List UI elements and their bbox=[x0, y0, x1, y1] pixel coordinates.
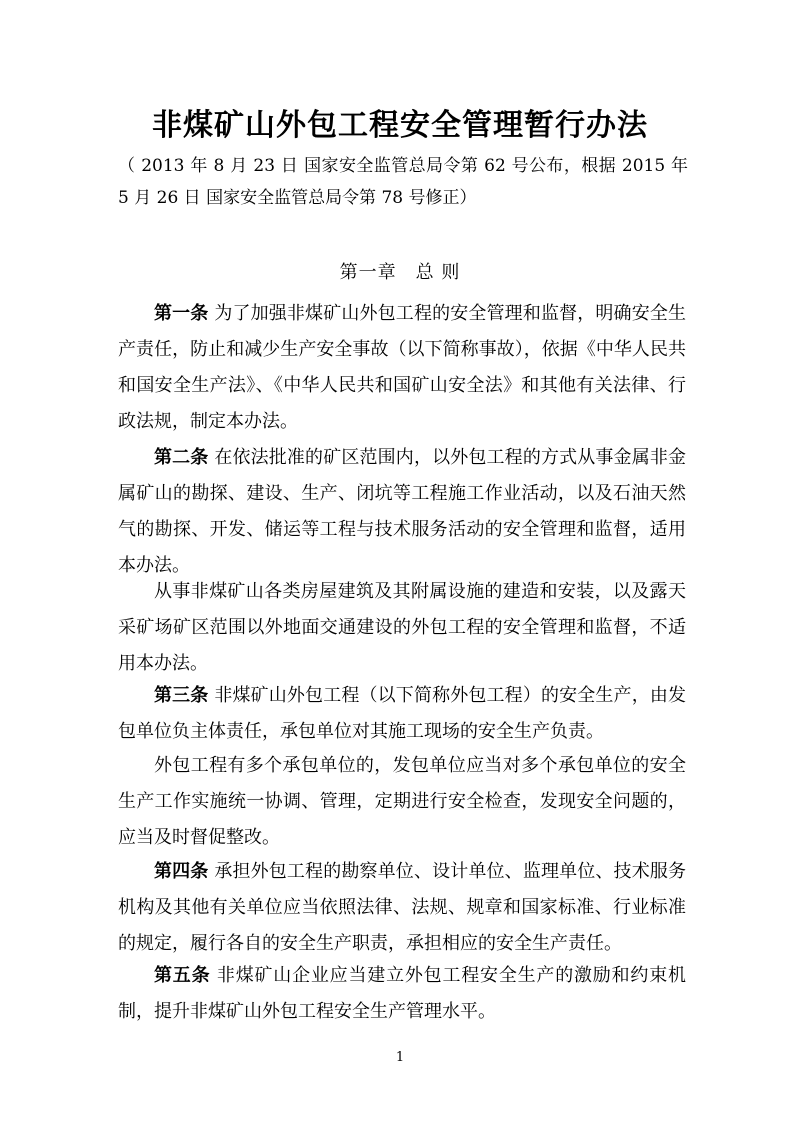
page-number: 1 bbox=[395, 1050, 405, 1065]
document-subtitle: （ 2013 年 8 月 23 日 国家安全监管总局令第 62 号公布，根据 2015 年 5 月 26 日 国家安全监管总局令第 78 号修正） bbox=[118, 156, 688, 208]
article-3-paragraph bbox=[118, 678, 686, 750]
article-label: 第三条 bbox=[154, 685, 209, 706]
article-4-paragraph bbox=[118, 854, 686, 962]
article-text: 在依法批准的矿区范围内，以外包工程的方式从事金属非金属矿山的勘探、建设、生产、闭坑等工程施工作业活动，以及石油天然气的勘探、开发、储运等工程与技术服务活动的安全管理和监督，适用本办法。 bbox=[118, 447, 686, 576]
article-text: 为了加强非煤矿山外包工程的安全管理和监督，明确安全生产责任，防止和减少生产安全事故（以下简称事故），依据《中华人民共和国安全生产法》、《中华人民共和国矿山安全法》和其他有关法律、行政法规，制定本办法。 bbox=[118, 303, 686, 432]
article-label: 第二条 bbox=[154, 447, 209, 468]
article-label: 第四条 bbox=[154, 861, 209, 882]
article-label: 第一条 bbox=[154, 303, 209, 324]
chapter-heading: 第一章 总 则 bbox=[339, 262, 461, 283]
article-label: 第五条 bbox=[154, 965, 211, 986]
paragraph-text: 从事非煤矿山各类房屋建筑及其附属设施的建造和安装，以及露天采矿场矿区范围以外地面交通建设的外包工程的安全管理和监督，不适用本办法。 bbox=[118, 581, 686, 674]
article-5-paragraph bbox=[118, 958, 686, 1030]
article-1-paragraph bbox=[118, 296, 686, 440]
article-text: 非煤矿山外包工程（以下简称外包工程）的安全生产，由发包单位负主体责任，承包单位对其施工现场的安全生产负责。 bbox=[118, 685, 686, 742]
paragraph-text: 外包工程有多个承包单位的，发包单位应当对多个承包单位的安全生产工作实施统一协调、管理，定期进行安全检查，发现安全问题的，应当及时督促整改。 bbox=[118, 755, 686, 848]
article-2-paragraph bbox=[118, 440, 686, 584]
article-3-coordination-paragraph bbox=[118, 748, 686, 856]
article-text: 承担外包工程的勘察单位、设计单位、监理单位、技术服务机构及其他有关单位应当依照法律、法规、规章和国家标准、行业标准的规定，履行各自的安全生产职责，承担相应的安全生产责任。 bbox=[118, 861, 686, 954]
article-text: 非煤矿山企业应当建立外包工程安全生产的激励和约束机制，提升非煤矿山外包工程安全生产管理水平。 bbox=[118, 965, 686, 1022]
document-title: 非煤矿山外包工程安全管理暂行办法 bbox=[152, 108, 648, 143]
article-2-exclusion-paragraph bbox=[118, 574, 686, 682]
